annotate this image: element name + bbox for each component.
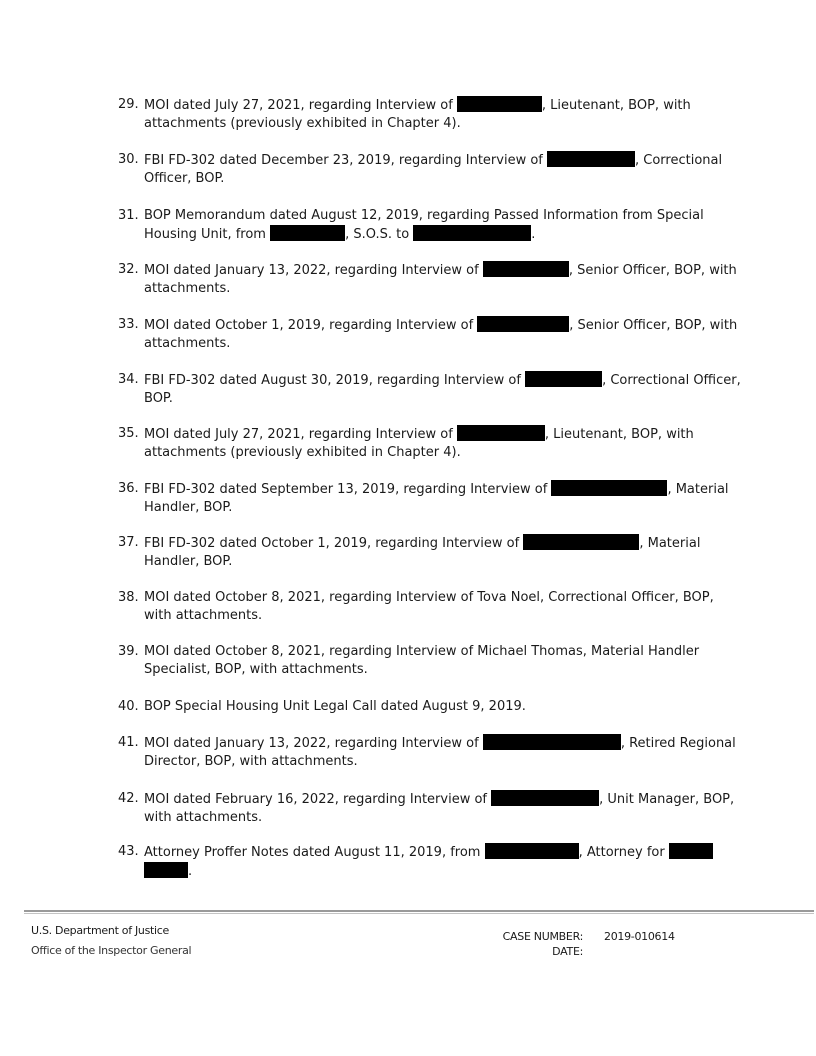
item-text: FBI FD-302 dated September 13, 2019, regarding Interview of xyxy=(144,482,552,497)
item-text: , Retired Regional xyxy=(620,736,736,751)
redaction-block xyxy=(547,151,635,167)
item-text: with attachments. xyxy=(144,810,263,825)
item-text: MOI dated July 27, 2021, regarding Interview of xyxy=(144,98,457,113)
item-text: BOP Memorandum dated August 12, 2019, regarding Passed Information from Special xyxy=(144,208,704,223)
item-text: attachments. xyxy=(144,336,231,351)
date-label: DATE: xyxy=(552,945,583,958)
footer-divider xyxy=(24,910,814,912)
case-number-value: 2019-010614 xyxy=(604,930,675,943)
item-text: , Lieutenant, BOP, with xyxy=(541,98,691,113)
item-text: Handler, BOP. xyxy=(144,500,233,515)
item-text: . xyxy=(531,227,536,242)
item-text: Attorney Proffer Notes dated August 11, 2019, from xyxy=(144,845,485,860)
item-number: 30. xyxy=(118,152,139,167)
item-number: 42. xyxy=(118,791,139,806)
item-text: MOI dated July 27, 2021, regarding Interview of xyxy=(144,427,457,442)
footer-divider xyxy=(24,913,814,914)
item-number: 29. xyxy=(118,97,139,112)
item-text: Officer, BOP. xyxy=(144,171,225,186)
item-text: FBI FD-302 dated October 1, 2019, regarding Interview of xyxy=(144,536,524,551)
item-text: MOI dated October 1, 2019, regarding Interview of xyxy=(144,318,478,333)
redaction-block xyxy=(144,862,188,878)
item-text: . xyxy=(188,864,193,879)
case-number-label: CASE NUMBER: xyxy=(502,930,583,943)
item-text: attachments. xyxy=(144,281,231,296)
item-text: , Unit Manager, BOP, xyxy=(599,792,735,807)
item-number: 43. xyxy=(118,844,139,859)
item-text: , S.O.S. to xyxy=(345,227,414,242)
redaction-block xyxy=(485,843,579,859)
redaction-block xyxy=(491,790,599,806)
item-number: 40. xyxy=(118,699,139,714)
item-text: FBI FD-302 dated December 23, 2019, regarding Interview of xyxy=(144,153,548,168)
item-text: , Lieutenant, BOP, with xyxy=(544,427,694,442)
item-text: MOI dated October 8, 2021, regarding Interview of Michael Thomas, Material Handler xyxy=(144,644,700,659)
item-number: 34. xyxy=(118,372,139,387)
item-text: FBI FD-302 dated August 30, 2019, regarding Interview of xyxy=(144,373,526,388)
redaction-block xyxy=(413,225,531,241)
item-text: , Material xyxy=(667,482,729,497)
footer-office: Office of the Inspector General xyxy=(31,944,192,957)
item-text: , Senior Officer, BOP, with xyxy=(568,263,737,278)
item-number: 36. xyxy=(118,481,139,496)
redaction-block xyxy=(525,371,602,387)
item-number: 37. xyxy=(118,535,139,550)
item-text: MOI dated January 13, 2022, regarding Interview of xyxy=(144,263,483,278)
item-text: Housing Unit, from xyxy=(144,227,271,242)
item-number: 33. xyxy=(118,317,139,332)
redaction-block xyxy=(523,534,639,550)
item-number: 35. xyxy=(118,426,139,441)
item-text: , Attorney for xyxy=(578,845,669,860)
redaction-block xyxy=(669,843,713,859)
item-text: with attachments. xyxy=(144,608,263,623)
redaction-block xyxy=(483,734,621,750)
item-text: Handler, BOP. xyxy=(144,554,233,569)
item-text: Director, BOP, with attachments. xyxy=(144,754,358,769)
item-text: , Correctional xyxy=(635,153,723,168)
item-text: , Senior Officer, BOP, with xyxy=(569,318,738,333)
item-number: 32. xyxy=(118,262,139,277)
footer-department: U.S. Department of Justice xyxy=(31,924,170,937)
page-footer xyxy=(0,908,816,968)
item-text: MOI dated February 16, 2022, regarding Interview of xyxy=(144,792,492,807)
item-number: 39. xyxy=(118,644,139,659)
item-text: BOP. xyxy=(144,391,173,406)
item-number: 41. xyxy=(118,735,139,750)
item-text: Specialist, BOP, with attachments. xyxy=(144,662,368,677)
item-text: attachments (previously exhibited in Chapter 4). xyxy=(144,116,461,131)
item-text: , Material xyxy=(639,536,701,551)
item-text: attachments (previously exhibited in Chapter 4). xyxy=(144,445,461,460)
redaction-block xyxy=(483,261,569,277)
item-text: , Correctional Officer, xyxy=(602,373,741,388)
redaction-block xyxy=(270,225,345,241)
redaction-block xyxy=(457,425,545,441)
redaction-block xyxy=(551,480,667,496)
item-text: MOI dated January 13, 2022, regarding Interview of xyxy=(144,736,483,751)
redaction-block xyxy=(477,316,569,332)
item-text: MOI dated October 8, 2021, regarding Interview of Tova Noel, Correctional Officer, BOP, xyxy=(144,590,714,605)
item-number: 31. xyxy=(118,208,139,223)
item-number: 38. xyxy=(118,590,139,605)
redaction-block xyxy=(457,96,542,112)
item-text: BOP Special Housing Unit Legal Call dated August 9, 2019. xyxy=(144,699,526,714)
